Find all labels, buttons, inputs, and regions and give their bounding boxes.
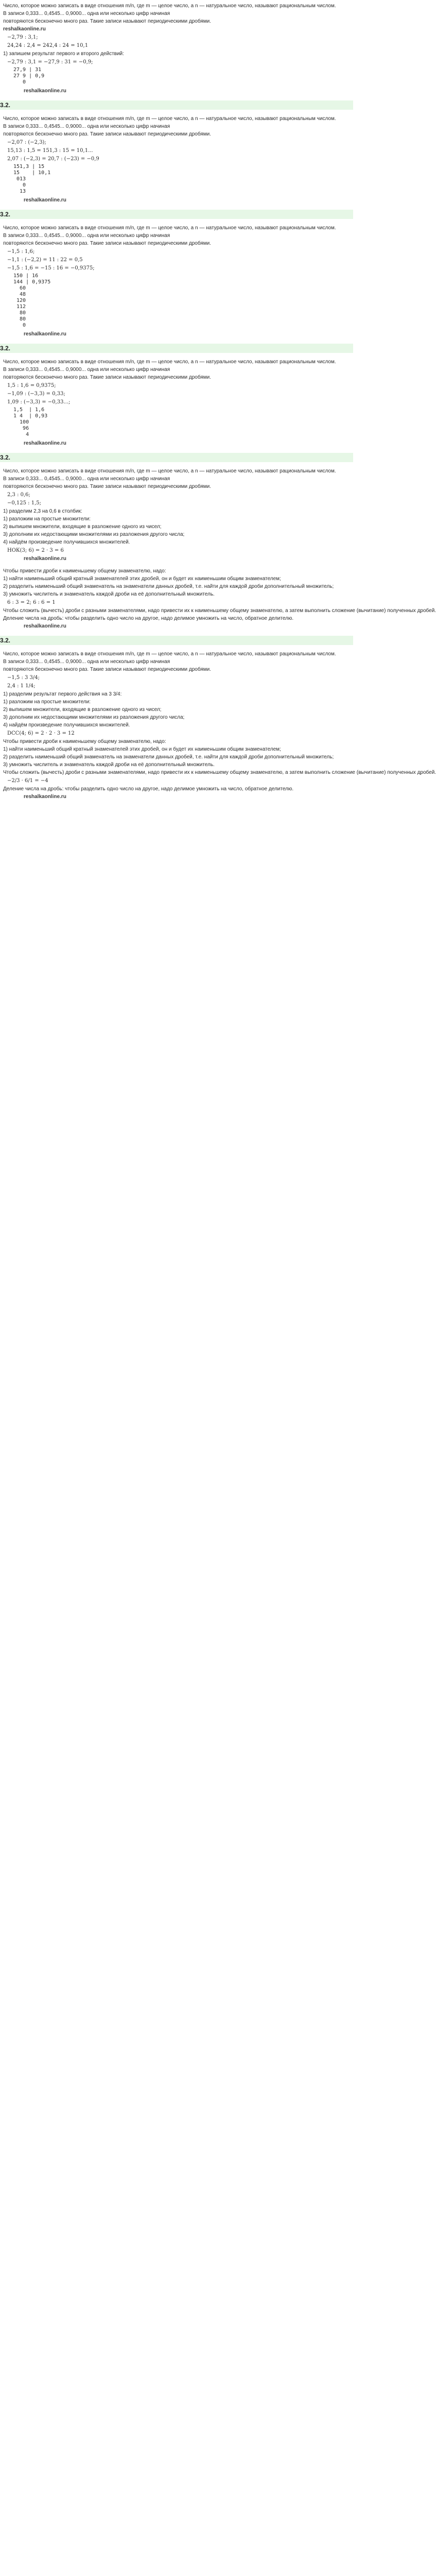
watermark: reshalkaonline.ru bbox=[24, 794, 66, 800]
solution-section-6 bbox=[0, 565, 436, 633]
rule-text: 2) разделить наименьший общий знаменатель на знаменатели данных дробей, т.е. найти для каждой дроби дополнительный множитель; bbox=[3, 754, 334, 760]
expression: 24,24 : 2,4 = 242,4 : 24 = 10,1 bbox=[7, 43, 89, 48]
definition-line: повторяются бесконечно много раз. Такие записи называют периодическими дробями. bbox=[3, 484, 211, 489]
watermark: reshalkaonline.ru bbox=[24, 440, 66, 446]
expression: 15,13 : 1,5 = 151,3 : 15 = 10,1... bbox=[7, 148, 93, 154]
solution-section-4 bbox=[0, 356, 350, 450]
rule-text: Чтобы привести дроби к наименьшему общему знаменателю, надо: bbox=[3, 739, 166, 744]
result-expression: −1,5 : 1,6 = −15 : 16 = −0,9375; bbox=[7, 265, 95, 271]
step-text: 1) разделим 2,3 на 0,6 в столбик: bbox=[3, 509, 82, 514]
solution-section-2 bbox=[0, 113, 350, 207]
step-text: 3) дополним их недостающими множителями из разложения другого числа; bbox=[3, 715, 185, 720]
answer-header: 3.2. bbox=[0, 636, 353, 645]
definition-line: Число, которое можно записать в виде отношения m/n, где m — целое число, а n — натуральное число, называют рациональным числом. bbox=[3, 116, 336, 122]
step-text: 1) разложим на простые множители: bbox=[3, 516, 91, 522]
definition-line: повторяются бесконечно много раз. Такие записи называют периодическими дробями. bbox=[3, 241, 211, 246]
result-expression: НОК(3; 6) = 2 · 3 = 6 bbox=[7, 548, 64, 553]
watermark: reshalkaonline.ru bbox=[24, 623, 66, 629]
answer-header: 3.2. bbox=[0, 453, 353, 462]
step-text: 4) найдём произведение получившихся множителей. bbox=[3, 722, 130, 728]
watermark: reshalkaonline.ru bbox=[24, 197, 66, 203]
definition-line: повторяются бесконечно много раз. Такие записи называют периодическими дробями. bbox=[3, 19, 211, 24]
expression: 1,5 : 1,6 = 0,9375; bbox=[7, 383, 56, 388]
rule-text: Чтобы привести дроби к наименьшему общему знаменателю, надо: bbox=[3, 568, 166, 574]
rule-text: Деление числа на дробь: чтобы разделить одно число на другое, надо делимое умножить на число, обратное делителю. bbox=[3, 616, 294, 621]
rule-text: 2) разделить наименьший общий знаменатель на знаменатели данных дробей, т.е. найти для каждой дроби дополнительный множитель; bbox=[3, 584, 334, 589]
step-text: 3) дополним их недостающими множителями из разложения другого числа; bbox=[3, 532, 185, 537]
definition-line: повторяются бесконечно много раз. Такие записи называют периодическими дробями. bbox=[3, 667, 211, 672]
definition-line: Число, которое можно записать в виде отношения m/n, где m — целое число, а n — натуральное число, называют рациональным числом. bbox=[3, 225, 336, 231]
definition-line: В записи 0,333... 0,4545... 0,9000... одна или несколько цифр начиная bbox=[3, 11, 170, 16]
step-text: 1) разложим на простые множители: bbox=[3, 699, 91, 705]
definition-line: повторяются бесконечно много раз. Такие записи называют периодическими дробями. bbox=[3, 375, 211, 380]
solution-section-1 bbox=[0, 0, 350, 97]
solution-section-7 bbox=[0, 648, 436, 803]
step-text: 1) запишем результат первого и второго действий: bbox=[3, 51, 124, 57]
expression: −2,79 : 3,1; bbox=[7, 35, 38, 40]
step-text: 1) разделим результат первого действия на 3 3/4: bbox=[3, 691, 122, 697]
rule-text: 3) умножить числитель и знаменатель каждой дроби на её дополнительный множитель. bbox=[3, 762, 215, 768]
expression: −0,125 : 1,5; bbox=[7, 500, 42, 506]
long-division: 1,5 | 1,6 1 4 | 0,93 100 96 4 bbox=[13, 407, 48, 437]
answer-header: 3.2. bbox=[0, 100, 353, 110]
definition-line: Число, которое можно записать в виде отношения m/n, где m — целое число, а n — натуральное число, называют рациональным числом. bbox=[3, 359, 336, 365]
definition-line: В записи 0,333... 0,4545... 0,9000... одна или несколько цифр начиная bbox=[3, 367, 170, 372]
long-division: 151,3 | 15 15 | 10,1 013 0 13 bbox=[13, 164, 51, 194]
step-text: 2) выпишем множители, входящие в разложение одного из чисел; bbox=[3, 707, 162, 713]
result-expression: −2,79 : 3,1 = −27,9 : 31 = −0,9; bbox=[7, 59, 93, 65]
expression: 2,3 : 0,6; bbox=[7, 492, 30, 498]
long-division: 27,9 | 31 27 9 | 0,9 0 bbox=[13, 67, 45, 85]
watermark: reshalkaonline.ru bbox=[24, 331, 66, 337]
expression: −1,09 : (−3,3) = 0,33; bbox=[7, 391, 65, 397]
rule-text: 1) найти наименьший общий кратный знаменателей этих дробей, он и будет их наименьшим общим знаменателем; bbox=[3, 747, 281, 752]
step-text: 2) выпишем множители, входящие в разложение одного из чисел; bbox=[3, 524, 162, 530]
watermark: reshalkaonline.ru bbox=[3, 26, 46, 32]
expression: −2,07 : (−2,3); bbox=[7, 140, 46, 145]
rule-text: 1) найти наименьший общий кратный знаменателей этих дробей, он и будет их наименьшим общим знаменателем; bbox=[3, 576, 281, 582]
definition-line: Число, которое можно записать в виде отношения m/n, где m — целое число, а n — натуральное число, называют рациональным числом. bbox=[3, 3, 336, 9]
result-expression: −2/3 · 6/1 = −4 bbox=[7, 778, 48, 784]
definition-line: Число, которое можно записать в виде отношения m/n, где m — целое число, а n — натуральное число, называют рациональным числом. bbox=[3, 651, 336, 657]
result-expression: 1,09 : (−3,3) = −0,33...; bbox=[7, 399, 71, 405]
solution-section-3 bbox=[0, 222, 350, 341]
answer-header: 3.2. bbox=[0, 210, 353, 219]
long-division: 150 | 16 144 | 0,9375 60 48 120 112 80 80 0 bbox=[13, 273, 51, 328]
expression: −1,5 : 1,6; bbox=[7, 249, 35, 255]
expression: −1,1 : (−2,2) = 11 : 22 = 0,5 bbox=[7, 257, 83, 263]
definition-line: В записи 0,333... 0,4545... 0,9000... одна или несколько цифр начиная bbox=[3, 476, 170, 482]
expression: −1,5 : 3 3/4; bbox=[7, 675, 40, 681]
definition-line: В записи 0,333... 0,4545... 0,9000... одна или несколько цифр начиная bbox=[3, 659, 170, 665]
expression: 2,4 : 1 1/4; bbox=[7, 683, 36, 689]
rule-text: Чтобы сложить (вычесть) дроби с разными знаменателями, надо привести их к наименьшему общему знаменателю, а затем выполнить сложение (вычитание) полученных дробей. bbox=[3, 770, 436, 775]
definition-line: повторяются бесконечно много раз. Такие записи называют периодическими дробями. bbox=[3, 131, 211, 137]
result-expression: DCC(4; 6) = 2 · 2 · 3 = 12 bbox=[7, 731, 75, 736]
solution-section-5 bbox=[0, 465, 350, 565]
definition-line: В записи 0,333... 0,4545... 0,9000... одна или несколько цифр начиная bbox=[3, 124, 170, 129]
answer-header: 3.2. bbox=[0, 344, 353, 353]
result-expression: 2,07 : (−2,3) = 20,7 : (−23) = −0,9 bbox=[7, 156, 99, 162]
watermark: reshalkaonline.ru bbox=[24, 556, 66, 562]
watermark: reshalkaonline.ru bbox=[24, 88, 66, 94]
definition-line: Число, которое можно записать в виде отношения m/n, где m — целое число, а n — натуральное число, называют рациональным числом. bbox=[3, 468, 336, 474]
rule-text: 3) умножить числитель и знаменатель каждой дроби на её дополнительный множитель. bbox=[3, 591, 215, 597]
step-text: 4) найдём произведение получившихся множителей. bbox=[3, 539, 130, 545]
result-expression: 6 : 3 = 2; 6 : 6 = 1 bbox=[7, 600, 56, 605]
rule-text: Деление числа на дробь: чтобы разделить одно число на другое, надо делимое умножить на число, обратное делителю. bbox=[3, 786, 294, 792]
definition-line: В записи 0,333... 0,4545... 0,9000... одна или несколько цифр начиная bbox=[3, 233, 170, 239]
rule-text: Чтобы сложить (вычесть) дроби с разными знаменателями, надо привести их к наименьшему общему знаменателю, а затем выполнить сложение (вычитание) полученных дробей. bbox=[3, 608, 436, 614]
